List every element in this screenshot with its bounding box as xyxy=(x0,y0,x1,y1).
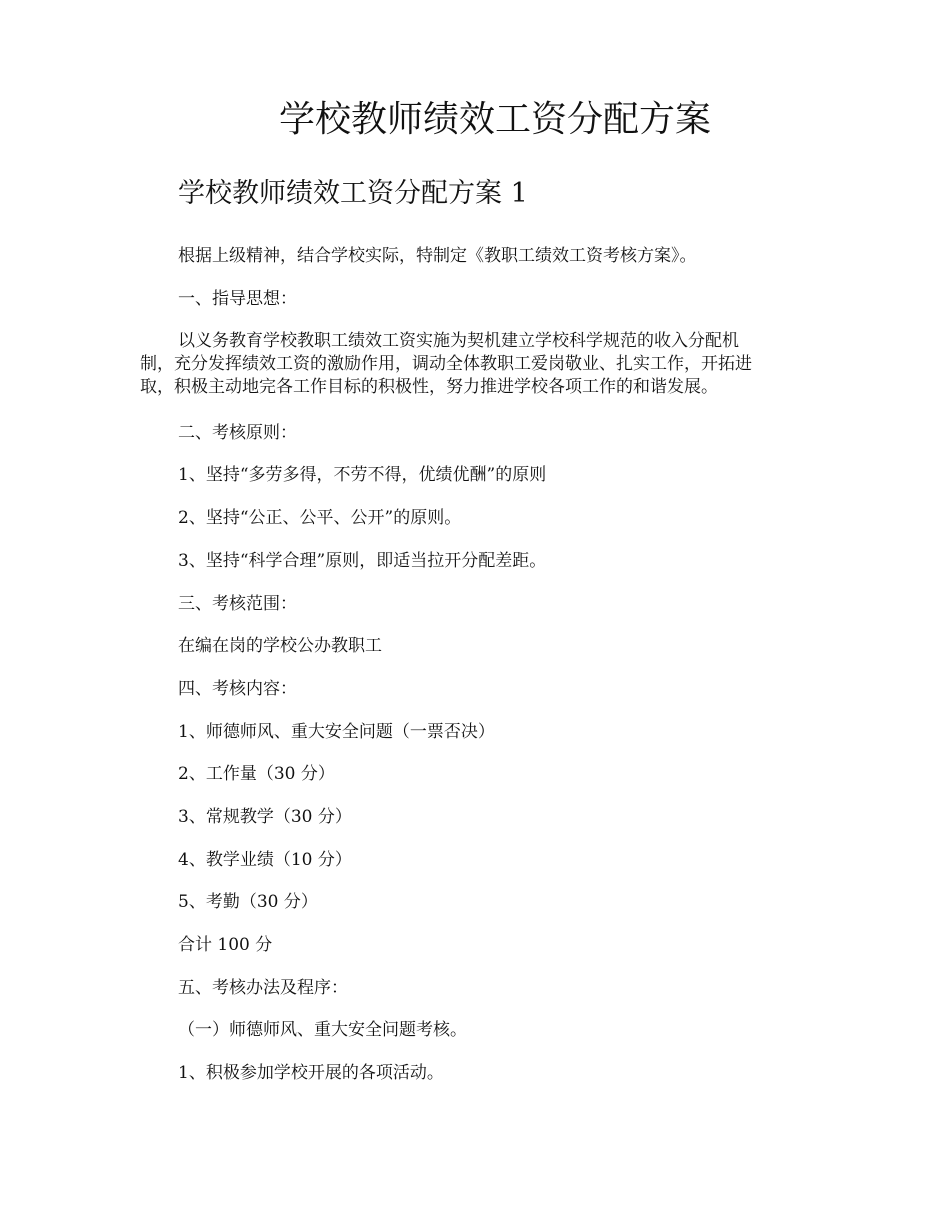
heading-scope: 三、考核范围： xyxy=(178,594,297,614)
document-title: 学校教师绩效工资分配方案 xyxy=(278,99,711,140)
content-item-1: 1、师德师风、重大安全问题（一票否决） xyxy=(178,722,495,742)
heading-methods: 五、考核办法及程序： xyxy=(178,978,348,998)
guiding-line-1: 以义务教育学校教职工绩效工资实施为契机建立学校科学规范的收入分配机 xyxy=(178,331,739,351)
heading-principles: 二、考核原则： xyxy=(178,423,297,443)
principle-2: 2、坚持“公正、公平、公开”的原则。 xyxy=(178,508,462,528)
method-1-item-1: 1、积极参加学校开展的各项活动。 xyxy=(178,1063,444,1083)
scope-paragraph: 在编在岗的学校公办教职工 xyxy=(178,636,382,656)
heading-content: 四、考核内容： xyxy=(178,679,297,699)
principle-1: 1、坚持“多劳多得，不劳不得，优绩优酬”的原则 xyxy=(178,465,547,485)
intro-paragraph: 根据上级精神，结合学校实际，特制定《教职工绩效工资考核方案》。 xyxy=(178,246,697,266)
content-item-2: 2、工作量（30 分） xyxy=(178,764,335,784)
method-1: （一）师德师风、重大安全问题考核。 xyxy=(178,1020,467,1040)
principle-3: 3、坚持“科学合理”原则，即适当拉开分配差距。 xyxy=(178,551,547,571)
guiding-line-3: 取，积极主动地完各工作目标的积极性，努力推进学校各项工作的和谐发展。 xyxy=(140,377,718,397)
guiding-line-2: 制，充分发挥绩效工资的激励作用，调动全体教职工爱岗敬业、扎实工作，开拓进 xyxy=(140,354,752,374)
content-item-3: 3、常规教学（30 分） xyxy=(178,807,352,827)
content-item-4: 4、教学业绩（10 分） xyxy=(178,850,352,870)
total-score: 合计 100 分 xyxy=(178,935,273,955)
section-title: 学校教师绩效工资分配方案 1 xyxy=(178,178,528,209)
guiding-thought-paragraph xyxy=(140,330,820,399)
heading-guiding-thought: 一、指导思想： xyxy=(178,289,297,309)
content-item-5: 5、考勤（30 分） xyxy=(178,892,318,912)
